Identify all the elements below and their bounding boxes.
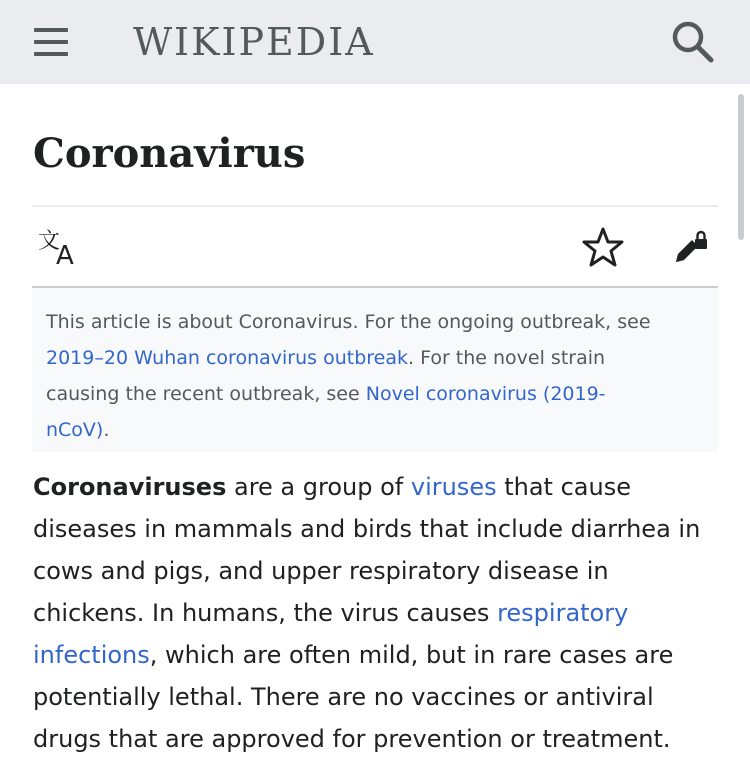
lead-line-3: cows and pigs, and upper respiratory disease in [33, 557, 609, 585]
hatnote-box [32, 286, 718, 452]
wikipedia-wordmark-logo[interactable]: WIKIPEDIA [133, 20, 375, 64]
lead-line-7: drugs that are approved for prevention or treatment. [33, 725, 671, 753]
lead-line-2: diseases in mammals and birds that include diarrhea in [33, 515, 701, 543]
hamburger-menu-icon [34, 28, 68, 32]
lead-text: that cause [496, 473, 631, 501]
hatnote-text: . For the novel strain [407, 347, 606, 369]
lead-paragraph [33, 466, 723, 760]
scrollbar-thumb[interactable] [738, 94, 744, 240]
svg-text:文: 文 [38, 229, 61, 254]
lead-text: chickens. In humans, the virus causes [33, 599, 498, 627]
wuhan-outbreak-link[interactable]: 2019–20 Wuhan coronavirus outbreak [46, 347, 408, 369]
lead-text: , which are often mild, but in rare cases are [149, 641, 674, 669]
lead-line-6: potentially lethal. There are no vaccines or antiviral [33, 683, 654, 711]
top-header-bar [0, 0, 750, 84]
novel-coronavirus-link[interactable]: Novel coronavirus (2019- [365, 383, 606, 405]
bold-term: Coronaviruses [33, 473, 227, 501]
hatnote-text: . [103, 419, 110, 441]
watch-star-button[interactable] [580, 225, 626, 269]
translate-icon [38, 226, 84, 268]
star-icon [580, 225, 626, 269]
hatnote-line-3 [46, 376, 704, 412]
language-button[interactable] [38, 226, 84, 268]
hamburger-menu-icon-line [34, 52, 68, 56]
edit-locked-button[interactable] [670, 226, 714, 268]
lead-line-5 [33, 634, 723, 676]
lead-text: are a group of [226, 473, 411, 501]
hatnote-line-2 [46, 340, 704, 376]
lead-line-1 [33, 466, 723, 508]
lead-line-4 [33, 592, 723, 634]
hatnote-text: This article is about Coronavirus. For the ongoing outbreak, see [46, 311, 651, 333]
page-title: Coronavirus [33, 130, 306, 177]
respiratory-infections-link[interactable]: respiratory [497, 599, 629, 627]
search-button[interactable] [668, 18, 718, 66]
hatnote-text: causing the recent outbreak, see [46, 383, 366, 405]
viruses-link[interactable]: viruses [410, 473, 497, 501]
hamburger-menu-icon-line [34, 40, 68, 44]
title-divider [32, 205, 718, 207]
main-menu-button[interactable] [28, 22, 74, 62]
novel-coronavirus-link-continued[interactable]: nCoV) [46, 419, 104, 441]
hatnote-line-4 [46, 412, 704, 448]
svg-text:A: A [56, 241, 74, 268]
edit-locked-icon [670, 226, 714, 268]
search-icon [668, 18, 718, 66]
respiratory-infections-link-continued[interactable]: infections [33, 641, 150, 669]
